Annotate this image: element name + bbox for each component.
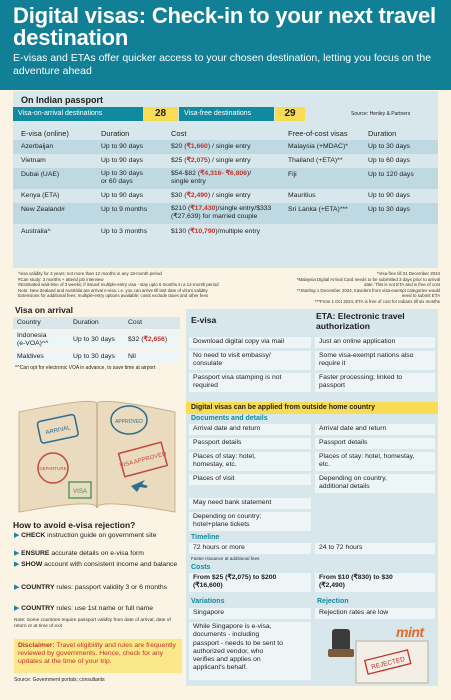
stamp-handle-icon (332, 629, 350, 651)
table-row (13, 189, 438, 203)
duration: Up to 9 months (101, 206, 148, 213)
country: Australia^ (21, 228, 51, 235)
variation-cell: Singapore (189, 608, 311, 619)
free-duration: Up to 120 days (368, 171, 414, 178)
col-country: Country (17, 319, 41, 326)
evisa-cell: No need to visit embassy/ consulate (189, 351, 311, 370)
cost: $210 (₹17,430)/single entry/$333 (₹27,639) for married couple (171, 205, 272, 220)
table-row (13, 203, 438, 224)
cost: $20 (₹1,660) / single entry (171, 143, 251, 150)
evisa-timeline: 72 hours or more (189, 543, 311, 554)
source-henley: Source: Henley & Partners (351, 111, 411, 117)
page-subtitle: E-visas and ETAs offer quicker access to your chosen destination, letting you focus on the adventure ahead (13, 52, 432, 77)
evisa-doc: Arrival date and return (189, 424, 311, 435)
source-govt: Source: Government portals; consultants (14, 677, 105, 683)
free-country: Fiji (288, 171, 297, 178)
list-item: ▶ ENSURE accurate details on e-visa form (14, 550, 144, 557)
table-row (13, 331, 180, 349)
avoid-note: Note: Some countries require passport validity from date of arrival, date of return or at time of exit (14, 618, 171, 629)
eta-title: ETA: Electronic travel authorization (316, 311, 405, 331)
stamp-text: VISA APPROVED (119, 451, 168, 470)
page-title: Digital visas: Check-in to your next travel destination (13, 3, 436, 50)
eta-cell: Some visa-exempt nations also require it (315, 351, 435, 370)
header (0, 0, 451, 90)
col-duration: Duration (73, 319, 99, 326)
mint-logo: mint (396, 624, 424, 640)
list-item: ▶ COUNTRY rules: passport validity 3 or 6 months (14, 584, 168, 591)
voa-header-row (13, 317, 180, 329)
table-row (13, 140, 438, 154)
eta-doc: Passport details (315, 438, 435, 449)
voa-count: 28 (143, 107, 178, 121)
stamp-text: REJECTED (370, 655, 406, 672)
duration: Up to 90 days (101, 157, 143, 164)
cost: Nil (128, 353, 136, 360)
cost: $130 (₹10,790)/multiple entry (171, 228, 260, 235)
eta-cost: From $10 (₹830) to $30 (₹2,490) (315, 573, 435, 592)
list-item: ▶ SHOW account with consistent income and balance (14, 561, 178, 568)
evisa-doc: Depending on country; hotel+plane tickets (189, 512, 311, 531)
list-item: ▶ COUNTRY rules: use 1st name or full name (14, 605, 154, 612)
list-item: ▶ CHECK instruction guide on government site (14, 532, 157, 539)
country: Maldives (17, 353, 44, 360)
evisa-doc: Places of visit (189, 474, 311, 485)
free-country: Thailand (+ETA)** (288, 157, 343, 164)
eta-cell: Faster processing; linked to passport (315, 373, 435, 392)
panel-title: On Indian passport (21, 95, 104, 105)
free-duration: Up to 30 days (368, 206, 410, 213)
vf-label: Visa-free destinations (184, 110, 252, 117)
stamp-text: VISA (73, 489, 87, 495)
passport-illustration (13, 390, 180, 520)
cost: $25 (₹2,075) / single entry (171, 157, 251, 164)
costs-title: Costs (191, 564, 211, 571)
evisa-doc: Places of stay: hotel, homestay, etc. (189, 452, 311, 471)
free-duration: Up to 60 days (368, 157, 410, 164)
eta-timeline: 24 to 72 hours (315, 543, 435, 554)
duration: Up to 30 days (73, 353, 115, 360)
duration: Up to 3 months (101, 228, 148, 235)
country: Azerbaijan (21, 143, 54, 150)
timeline-title: Timeline (191, 534, 220, 541)
evisa-doc: May need bank statement (189, 498, 311, 509)
vf-count-bar (179, 107, 274, 121)
avoid-title: How to avoid e-visa rejection? (13, 520, 136, 530)
cost: $54-$82 (₹4,316- ₹6,806)/ single entry (171, 170, 252, 185)
col-free-duration: Duration (368, 129, 397, 138)
table-row (13, 351, 180, 363)
duration: Up to 30 days (73, 336, 115, 343)
highlight-banner: Digital visas can be applied from outside home country (186, 402, 438, 414)
stamp-text: DEPARTURE (39, 466, 67, 471)
eta-cell: Just an online application (315, 337, 435, 348)
vf-count: 29 (275, 107, 305, 121)
disclaimer: Disclaimer: Travel eligibility and rules are frequently reviewed by governments. Hence, check for any updates at the time of your trip. (14, 639, 182, 673)
duration: Up to 30 days or 60 days (101, 170, 143, 185)
country: New Zealand# (21, 206, 65, 213)
rejection-cell: Rejection rates are low (315, 608, 435, 619)
col-cost: Cost (128, 319, 142, 326)
rejection-title: Rejection (317, 598, 349, 605)
indian-passport-panel (13, 91, 438, 268)
country: Dubai (UAE) (21, 171, 60, 178)
visa-on-arrival (13, 305, 180, 385)
country: Kenya (ETA) (21, 192, 60, 199)
evisa-doc: Passport details (189, 438, 311, 449)
free-country: Mauritius (288, 192, 316, 199)
timeline-note: Faster issuance at additional fees (191, 556, 260, 561)
variation-cell: While Singapore is e-visa, documents - including passport - needs to be sent to authorized vendor, who verifies and applies on applicant's behalf. (189, 622, 311, 680)
stamp-text: APPROVED (115, 419, 143, 425)
eta-doc: Depending on country, additional details (315, 474, 435, 493)
col-cost: Cost (171, 129, 187, 138)
cost: $32 (₹2,656) (128, 336, 168, 343)
eta-doc: Places of stay: hotel, homestay, etc. (315, 452, 435, 471)
free-country: Malaysia (+MDAC)* (288, 143, 348, 150)
stamp-text: ARRIVAL (45, 425, 72, 437)
free-country: Sri Lanka (+ETA)*** (288, 206, 348, 213)
table-row (13, 154, 438, 168)
notes-right: *Visa-free till 31 December 2024 *Malaysia Digital Arrival Card needs to be submitted 3 days prior to arrival date. This is not ETA and is free of cost **Starting 1 December 2024, travelers from visa-exempt categories would need to submit ETA ***From 1 Oct 2024, ETA is free of cost for Indians till six months (296, 271, 440, 304)
table-row (13, 168, 438, 189)
voa-label: Visa-on-arrival destinations (18, 110, 103, 117)
evisa-cell: Download digital copy via mail (189, 337, 311, 348)
col-evisa: E-visa (online) (21, 129, 69, 138)
eta-doc: Arrival date and return (315, 424, 435, 435)
duration: Up to 90 days (101, 192, 143, 199)
variations-title: Variations (191, 598, 225, 605)
free-duration: Up to 90 days (368, 192, 410, 199)
cost: $30 (₹2,490) / single entry (171, 192, 251, 199)
col-duration: Duration (101, 129, 130, 138)
table-row (13, 224, 438, 238)
free-duration: Up to 30 days (368, 143, 410, 150)
col-free: Free-of-cost visas (288, 129, 348, 138)
evisa-title: E-visa (191, 315, 217, 325)
voa-title: Visa on arrival (15, 305, 73, 315)
country: Indonesia (e-VOA)^^ (17, 332, 49, 347)
evisa-cost: From $25 (₹2,075) to $200 (₹16,600) (189, 573, 311, 592)
duration: Up to 90 days (101, 143, 143, 150)
country: Vietnam (21, 157, 46, 164)
voa-note: ^^Can opt for electronic VOA in advance, to save time at airport (15, 365, 156, 371)
docs-title: Documents and details (191, 415, 268, 422)
notes-left: ^visa validity for 3 years; not more than 12 months in any 18-month period #Can study: 3 months + attend job interview #Estimated wait-time of 3 weeks; if issued multiple-entry visa - stay upto 6 months in a 12-month period Note: New Zealand and Australia are arrival e-visa, i.e. you can arrive till last date of visa's validity Extensions for additional fees; multiple-entry options available; costs exclude taxes and other fees (18, 271, 219, 299)
evisa-cell: Passport visa stamping is not required (189, 373, 311, 392)
